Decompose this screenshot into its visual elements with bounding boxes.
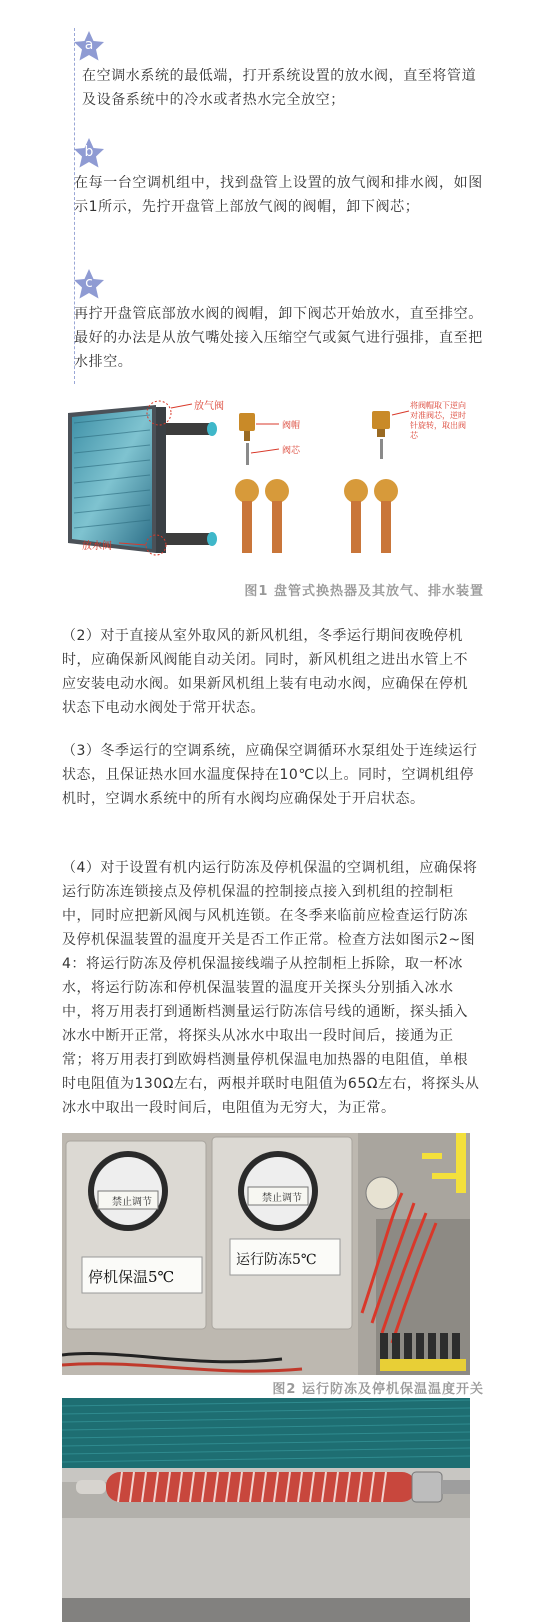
vent-valve-label: 放气阀 <box>194 401 224 412</box>
figure2-caption: 图2 运行防冻及停机保温温度开关 <box>272 1382 484 1397</box>
disassembly-annotation: 将阀帽取下逆向对准阀芯，逆时针旋转，取出阀芯 <box>410 401 466 440</box>
valve-cap-label: 阀帽 <box>282 421 301 431</box>
paragraph-2: （2）对于直接从室外取风的新风机组，冬季运行期间夜晚停机时，应确保新风阀能自动关闭。同时，新风机组之进出水管上不应安装电动水阀。如果新风机组上装有电动水阀，应确保在停机状态下电动水阀处于常开状态。 <box>62 628 468 716</box>
paragraph-3: （3）冬季运行的空调系统，应确保空调循环水泵组处于连续运行状态，且保证热水回水温度保持在10℃以上。同时，空调机组停机时，空调水系统中的所有水阀均应确保处于开启状态。 <box>62 743 478 807</box>
figure2-image <box>62 1133 470 1375</box>
step-c-text: 再拧开盘管底部放水阀的阀帽，卸下阀芯开始放水，直至排空。最好的办法是从放气嘴处接入压缩空气或氮气进行强排，直至把水排空。 <box>74 306 483 370</box>
figure1-image <box>64 393 484 568</box>
star-icon <box>73 30 105 62</box>
step-marker-c: c <box>85 275 93 291</box>
step-b-text: 在每一台空调机组中，找到盘管上设置的放气阀和排水阀，如图示1所示，先拧开盘管上部放气阀的阀帽，卸下阀芯； <box>74 175 483 215</box>
label-standby-insulation: 停机保温5℃ <box>88 1268 175 1286</box>
dial1-sticker: 禁止调节 <box>112 1197 152 1208</box>
valve-core-label: 阀芯 <box>282 446 301 456</box>
figure3-image <box>62 1398 470 1622</box>
step-marker-a: a <box>84 37 94 53</box>
step-a-text: 在空调水系统的最低端，打开系统设置的放水阀，直至将管道及设备系统中的冷水或者热水完全放空； <box>82 68 477 108</box>
label-run-antifreeze: 运行防冻5℃ <box>236 1252 317 1268</box>
drain-valve-label: 放水阀 <box>82 541 112 552</box>
star-icon <box>73 268 105 300</box>
dial2-sticker: 禁止调节 <box>262 1193 302 1204</box>
star-icon <box>73 137 105 169</box>
step-marker-b: b <box>84 144 94 160</box>
paragraph-4: （4）对于设置有机内运行防冻及停机保温的空调机组，应确保将运行防冻连锁接点及停机保温的控制接点接入到机组的控制柜中，同时应把新风阀与风机连锁。在冬季来临前应检查运行防冻及停机保温装置的温度开关是否工作正常。检查方法如图示2~图4：将运行防冻及停机保温接线端子从控制柜上拆除，取一杯冰水，将运行防冻和停机保温装置的温度开关探头分别插入冰水中，将万用表打到通断档测量运行防冻信号线的通断，探头插入冰水中断开正常，将探头从冰水中取出一段时间后，接通为正常；将万用表打到欧姆档测量停机保温电加热器的电阻值，单根时电阻值为130Ω左右，两根并联时电阻值为65Ω左右，将探头从冰水中取出一段时间后，电阻值为无穷大，为正常。 <box>62 860 480 1116</box>
figure1-caption: 图1 盘管式换热器及其放气、排水装置 <box>244 584 484 599</box>
